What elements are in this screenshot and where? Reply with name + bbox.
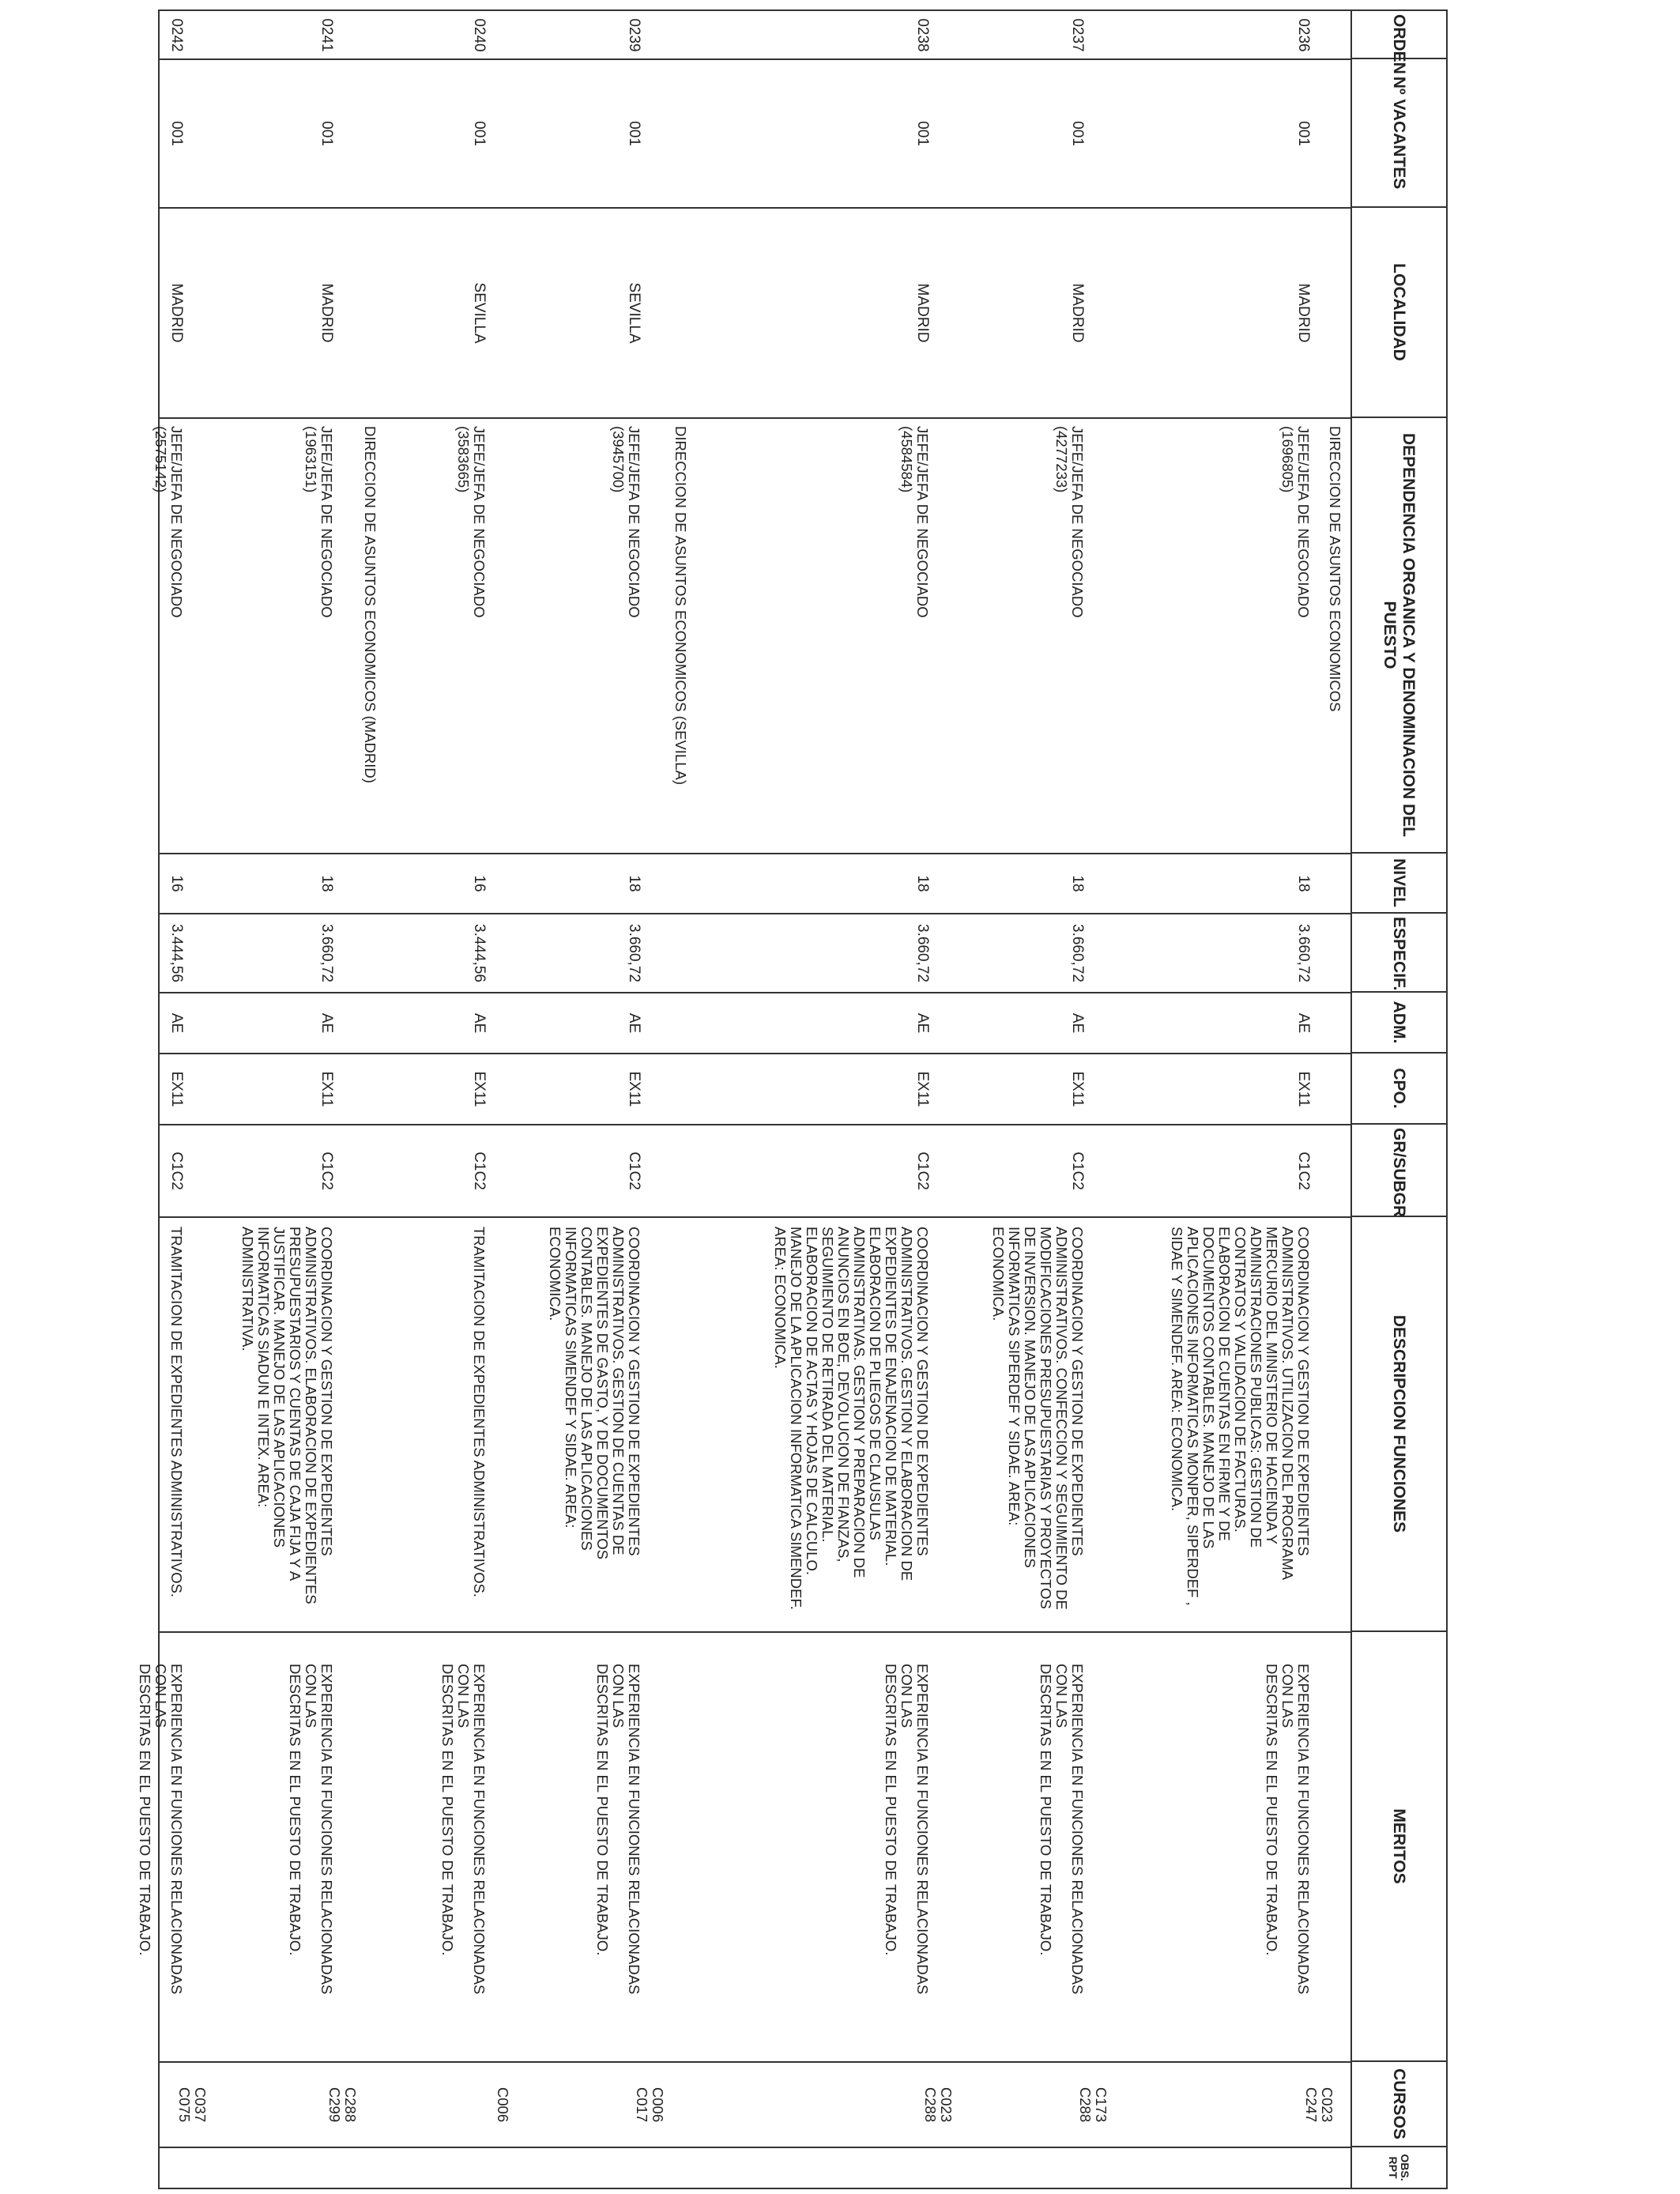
cell-puesto: JEFE/JEFA DE NEGOCIADO (1963151) xyxy=(303,426,335,618)
cell-puesto: JEFE/JEFA DE NEGOCIADO (3945700) xyxy=(610,426,642,618)
cell-localidad: MADRID xyxy=(168,283,185,343)
cell-meritos: EXPERIENCIA EN FUNCIONES RELACIONADAS CON LAS DESCRITAS EN EL PUESTO DE TRABAJO. xyxy=(1264,1664,1312,1995)
cell-localidad: SEVILLA xyxy=(626,282,642,344)
cell-adm: AE xyxy=(1069,1012,1086,1034)
cell-orden: 0236 xyxy=(1295,18,1312,52)
cell-puesto: JEFE/JEFA DE NEGOCIADO (4277233) xyxy=(1053,426,1086,618)
header-localidad: LOCALIDAD xyxy=(1351,207,1447,417)
cell-grsubgr: C1C2 xyxy=(626,1152,642,1190)
header-orden: ORDEN xyxy=(1351,10,1447,58)
cell-funciones: TRAMITACION DE EXPEDIENTES ADMINISTRATIVOS. xyxy=(471,1227,488,1598)
cell-vacantes: 001 xyxy=(914,121,931,146)
cell-nivel: 18 xyxy=(1069,875,1086,892)
cell-meritos: EXPERIENCIA EN FUNCIONES RELACIONADAS CON LAS DESCRITAS EN EL PUESTO DE TRABAJO. xyxy=(883,1664,931,1995)
header-funciones: DESCRIPCION FUNCIONES xyxy=(1351,1216,1447,1631)
cell-orden: 0239 xyxy=(626,18,642,52)
header-vacantes: Nº VACANTES xyxy=(1351,58,1447,207)
header-cpo: CPO. xyxy=(1351,1053,1447,1124)
cell-meritos: EXPERIENCIA EN FUNCIONES RELACIONADAS CON LAS DESCRITAS EN EL PUESTO DE TRABAJO. xyxy=(594,1664,642,1995)
cell-grsubgr: C1C2 xyxy=(1295,1152,1312,1190)
table-body xyxy=(137,10,1351,2188)
cell-nivel: 18 xyxy=(914,875,931,892)
cell-funciones: COORDINACION Y GESTION DE EXPEDIENTES ADMINISTRATIVOS. UTILIZACION DEL PROGRAMA MERCURIO DEL MINISTERIO DE HACIENDA Y ADMINISTRACIONES PUBLICAS: GESTION DE CONTRATOS Y VALIDACION DE FACTURAS. ELABORACION DE CUENTAS EN FIRME Y DE DOCUMENTOS CONTABLES. MANEJO DE LAS APLICACIONES INFORMATICAS MONPER, SIPERDEF , SIDAE Y SIMENDEF. AREA: ECONOMICA. xyxy=(1169,1227,1312,1606)
cell-nivel: 18 xyxy=(626,875,642,892)
cell-grsubgr: C1C2 xyxy=(318,1152,335,1190)
cell-cursos: C037 C075 xyxy=(176,2087,209,2123)
cell-orden: 0240 xyxy=(471,18,488,52)
cell-meritos: EXPERIENCIA EN FUNCIONES RELACIONADAS CON LAS DESCRITAS EN EL PUESTO DE TRABAJO. xyxy=(137,1664,185,1995)
cell-cursos: C023 C288 xyxy=(922,2087,955,2123)
cell-nivel: 16 xyxy=(168,875,185,892)
cell-meritos: EXPERIENCIA EN FUNCIONES RELACIONADAS CON LAS DESCRITAS EN EL PUESTO DE TRABAJO. xyxy=(439,1664,488,1995)
section-title: DIRECCION DE ASUNTOS ECONOMICOS xyxy=(1327,426,1343,712)
cell-localidad: MADRID xyxy=(1069,283,1086,343)
header-adm: ADM. xyxy=(1351,992,1447,1053)
cell-cursos: C023 C247 xyxy=(1303,2087,1335,2123)
cell-puesto: JEFE/JEFA DE NEGOCIADO (2575142) xyxy=(153,426,185,618)
cell-especif: 3.660,72 xyxy=(914,924,931,982)
header-especif: ESPECIF. xyxy=(1351,913,1447,992)
cell-meritos: EXPERIENCIA EN FUNCIONES RELACIONADAS CON LAS DESCRITAS EN EL PUESTO DE TRABAJO. xyxy=(1038,1664,1086,1995)
cell-localidad: SEVILLA xyxy=(471,282,488,344)
column-divider xyxy=(160,207,1350,209)
header-obs: OBS. RPT xyxy=(1351,2147,1447,2188)
cell-cpo: EX11 xyxy=(471,1071,488,1107)
cell-especif: 3.660,72 xyxy=(1295,924,1312,982)
rotated-page xyxy=(137,9,1448,2188)
cell-cpo: EX11 xyxy=(626,1071,642,1107)
cell-meritos: EXPERIENCIA EN FUNCIONES RELACIONADAS CON LAS DESCRITAS EN EL PUESTO DE TRABAJO. xyxy=(287,1664,335,1995)
cell-vacantes: 001 xyxy=(1069,121,1086,146)
section-title: DIRECCION DE ASUNTOS ECONOMICOS (SEVILLA) xyxy=(672,426,689,786)
column-divider xyxy=(160,417,1350,419)
header-grsubgr: GR/SUBGR xyxy=(1351,1124,1447,1216)
cell-adm: AE xyxy=(318,1012,335,1034)
cell-cursos: C288 C299 xyxy=(326,2087,359,2123)
cell-localidad: MADRID xyxy=(1295,283,1312,343)
cell-especif: 3.660,72 xyxy=(1069,924,1086,982)
cell-funciones: COORDINACION Y GESTION DE EXPEDIENTES ADMINISTRATIVOS. CONFECCION Y SEGUIMIENTO DE MODIFICACIONES PRESUPUESTARIAS Y PROYECTOS DE INVERSION. MANEJO DE LAS APLICACIONES INFORMATICAS SIPERDEF Y SIDAE. AREA: ECONOMICA. xyxy=(990,1227,1086,1610)
cell-puesto: JEFE/JEFA DE NEGOCIADO (3583665) xyxy=(455,426,488,618)
header-meritos: MERITOS xyxy=(1351,1631,1447,2061)
column-divider xyxy=(160,992,1350,993)
cell-nivel: 16 xyxy=(471,875,488,892)
cell-grsubgr: C1C2 xyxy=(168,1152,185,1190)
cell-vacantes: 001 xyxy=(168,121,185,146)
section-title: DIRECCION DE ASUNTOS ECONOMICOS (MADRID) xyxy=(362,426,379,783)
cell-localidad: MADRID xyxy=(914,283,931,343)
cell-cpo: EX11 xyxy=(1069,1071,1086,1107)
cell-adm: AE xyxy=(626,1012,642,1034)
cell-cpo: EX11 xyxy=(318,1071,335,1107)
cell-nivel: 18 xyxy=(318,875,335,892)
cell-grsubgr: C1C2 xyxy=(471,1152,488,1190)
cell-grsubgr: C1C2 xyxy=(914,1152,931,1190)
rpt-table xyxy=(137,9,1448,2189)
cell-nivel: 18 xyxy=(1295,875,1312,892)
column-divider xyxy=(160,1631,1350,1633)
cell-funciones: COORDINACION Y GESTION DE EXPEDIENTES ADMINISTRATIVOS. GESTION DE CUENTAS DE EXPEDIENTES DE GASTO, Y DE DOCUMENTOS CONTABLES. MANEJO DE LAS APLICACIONES INFORMATICAS SIMENDEF Y SIDAE. AREA: ECONOMICA. xyxy=(547,1227,642,1560)
rows-area xyxy=(137,11,1350,2188)
cell-adm: AE xyxy=(471,1012,488,1034)
header-row xyxy=(1351,10,1447,2188)
cell-grsubgr: C1C2 xyxy=(1069,1152,1086,1190)
cell-adm: AE xyxy=(1295,1012,1312,1034)
cell-adm: AE xyxy=(168,1012,185,1034)
cell-cpo: EX11 xyxy=(1295,1071,1312,1107)
cell-cpo: EX11 xyxy=(168,1071,185,1107)
cell-orden: 0237 xyxy=(1069,18,1086,52)
cell-especif: 3.660,72 xyxy=(626,924,642,982)
cell-vacantes: 001 xyxy=(318,121,335,146)
cell-puesto: JEFE/JEFA DE NEGOCIADO (4584584) xyxy=(898,426,931,618)
cell-orden: 0242 xyxy=(168,18,185,52)
header-cursos: CURSOS xyxy=(1351,2061,1447,2147)
cell-adm: AE xyxy=(914,1012,931,1034)
cell-especif: 3.660,72 xyxy=(318,924,335,982)
cell-cursos: C006 C017 xyxy=(634,2087,666,2123)
table-row xyxy=(159,10,1351,2188)
cell-cursos: C173 C288 xyxy=(1077,2087,1109,2123)
cell-funciones: TRAMITACION DE EXPEDIENTES ADMINISTRATIVOS. xyxy=(168,1227,185,1598)
cell-cursos: C006 xyxy=(495,2087,511,2123)
column-divider xyxy=(160,1216,1350,1218)
cell-orden: 0238 xyxy=(914,18,931,52)
column-divider xyxy=(160,1053,1350,1054)
header-nivel: NIVEL xyxy=(1351,853,1447,913)
cell-especif: 3.444,56 xyxy=(168,924,185,982)
cell-vacantes: 001 xyxy=(471,121,488,146)
cell-vacantes: 001 xyxy=(1295,121,1312,146)
cell-orden: 0241 xyxy=(318,18,335,52)
cell-puesto: JEFE/JEFA DE NEGOCIADO (1696805) xyxy=(1279,426,1312,618)
cell-especif: 3.444,56 xyxy=(471,924,488,982)
cell-vacantes: 001 xyxy=(626,121,642,146)
header-dependencia: DEPENDENCIA ORGANICA Y DENOMINACION DEL PUESTO xyxy=(1351,417,1447,853)
column-divider xyxy=(160,913,1350,914)
cell-cpo: EX11 xyxy=(914,1071,931,1107)
column-divider xyxy=(160,853,1350,854)
column-divider xyxy=(160,58,1350,60)
cell-funciones: COORDINACION Y GESTION DE EXPEDIENTES ADMINISTRATIVOS. ELABORACION DE EXPEDIENTES PRESUPUESTARIOS Y CUENTAS DE CAJA FIJA Y A JUSTIFICAR. MANEJO DE LAS APLICACIONES INFORMATICAS SIADUN E INTEX. AREA: ADMINISTRATIVA. xyxy=(239,1227,335,1604)
column-divider xyxy=(160,1124,1350,1125)
cell-localidad: MADRID xyxy=(318,283,335,343)
cell-funciones: COORDINACION Y GESTION DE EXPEDIENTES ADMINISTRATIVOS. GESTION Y ELABORACION DE EXPEDIENTES DE ENAJENACION DE MATERIAL. ELABORACION DE PLIEGOS DE CLAUSULAS ADMINISTRATIVAS. GESTION Y PREPARACION DE ANUNCIOS EN BOE, DEVOLUCION DE FIANZAS, SEGUIMIENTO DE RETIRADA DEL MATERIAL. ELABORACION DE ACTAS Y HOJAS DE CALCULO. MANEJO DE LA APLICACION INFORMATICA SIMENDEF. AREA: ECONOMICA. xyxy=(772,1227,931,1610)
